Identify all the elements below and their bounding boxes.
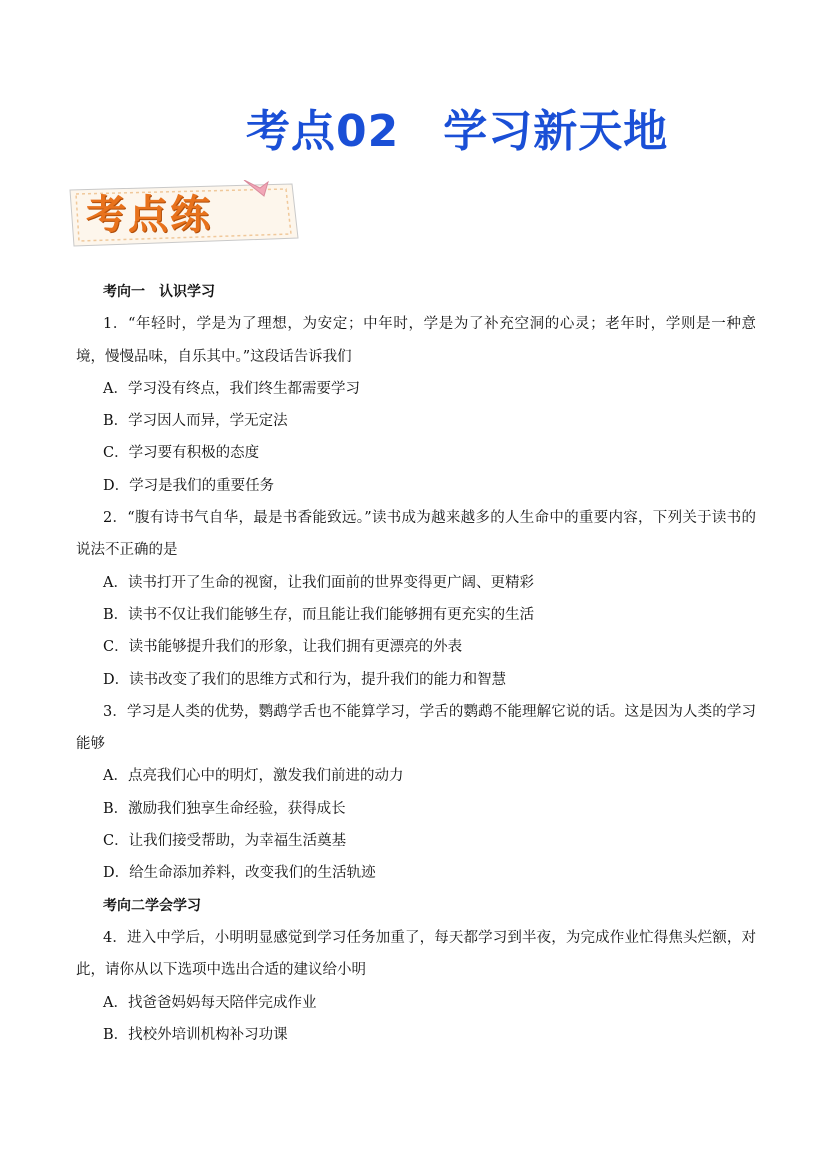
section-heading: 考向二学会学习	[103, 897, 201, 914]
question-option: D．给生命添加养料，改变我们的生活轨迹	[103, 865, 376, 882]
question-option: A．读书打开了生命的视窗，让我们面前的世界变得更广阔、更精彩	[103, 574, 534, 591]
question-option: C．读书能够提升我们的形象，让我们拥有更漂亮的外表	[103, 639, 463, 656]
badge-label: 考点练	[86, 192, 212, 238]
title-number: 02	[336, 106, 400, 157]
section-heading: 考向一 认识学习	[103, 284, 215, 300]
section-badge	[64, 180, 304, 250]
question-option: A．找爸爸妈妈每天陪伴完成作业	[103, 994, 317, 1011]
question-option: C．学习要有积极的态度	[103, 445, 260, 462]
question-option: B．找校外培训机构补习功课	[103, 1026, 288, 1043]
title-topic: 学习新天地	[443, 106, 669, 157]
document-body	[76, 276, 756, 1051]
question-stem: 2．“腹有诗书气自华，最是书香能致远。”读书成为越来越多的人生命中的重要内容，下列关于读书的说法不正确的是	[76, 510, 756, 559]
question-option: A．点亮我们心中的明灯，激发我们前进的动力	[103, 768, 404, 785]
question-option: A．学习没有终点，我们终生都需要学习	[103, 380, 360, 397]
question-option: B．激励我们独享生命经验，获得成长	[103, 800, 346, 817]
title-prefix: 考点	[246, 106, 336, 157]
page-title	[246, 104, 668, 160]
question-option: C．让我们接受帮助，为幸福生活奠基	[103, 833, 347, 850]
question-option: D．学习是我们的重要任务	[103, 477, 275, 494]
question-option: B．学习因人而异，学无定法	[103, 413, 288, 430]
question-stem: 4．进入中学后，小明明显感觉到学习任务加重了，每天都学习到半夜，为完成作业忙得焦头烂额，对此，请你从以下选项中选出合适的建议给小明	[76, 929, 756, 979]
question-option: B．读书不仅让我们能够生存，而且能让我们能够拥有更充实的生活	[103, 606, 535, 623]
question-stem: 1．“年轻时，学是为了理想，为安定；中年时，学是为了补充空洞的心灵；老年时，学则是一种意境，慢慢品味，自乐其中。”这段话告诉我们	[76, 316, 756, 365]
question-stem: 3．学习是人类的优势，鹦鹉学舌也不能算学习，学舌的鹦鹉不能理解它说的话。这是因为人类的学习能够	[76, 703, 756, 753]
question-option: D．读书改变了我们的思维方式和行为，提升我们的能力和智慧	[103, 671, 507, 688]
